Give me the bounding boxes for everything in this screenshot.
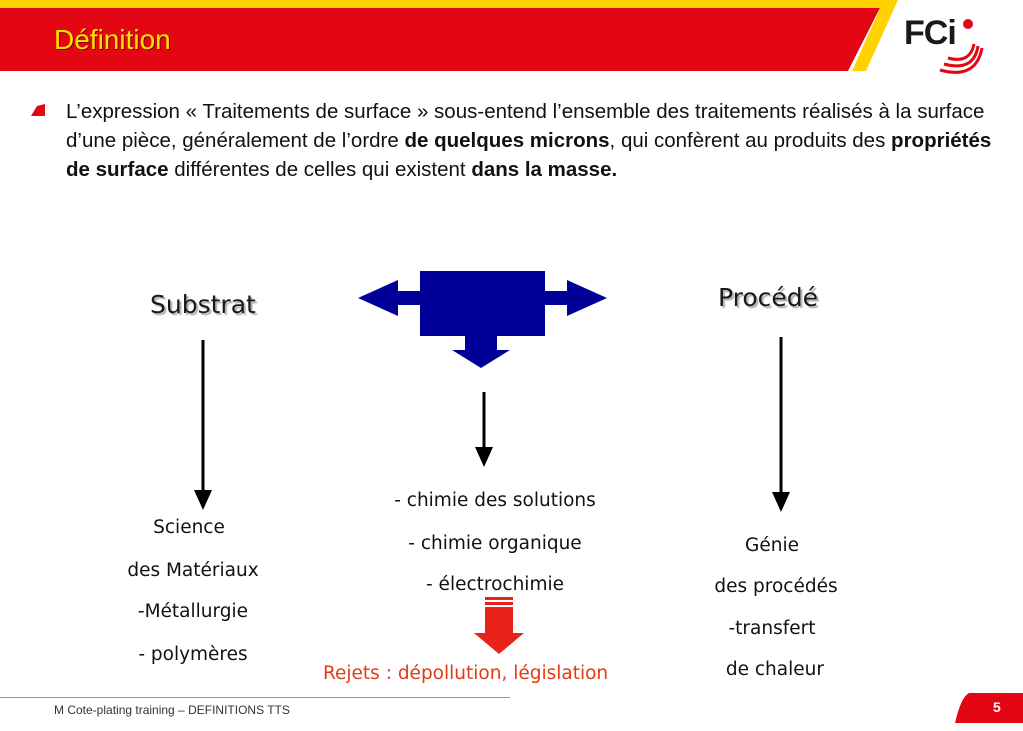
- substrat-line-2: des Matériaux: [127, 560, 259, 581]
- procede-line-1: Génie: [745, 535, 799, 556]
- substrat-line-1: Science: [153, 517, 225, 538]
- intro-text-2: , qui confèrent au produits des: [609, 129, 892, 152]
- center-line-1: - chimie des solutions: [394, 490, 596, 511]
- center-line-3: - électrochimie: [426, 574, 564, 595]
- procede-line-4: de chaleur: [720, 659, 824, 680]
- intro-text-3: différentes de celles qui existent: [168, 158, 472, 181]
- procede-title: Procédé: [718, 283, 819, 312]
- page-tab-shape: [955, 693, 1023, 723]
- footer-text: M Cote-plating training – DEFINITIONS TTS: [54, 703, 290, 717]
- page-number: 5: [993, 699, 1001, 715]
- intro-text-1: L’expression « Traitements de surface » sous-entend l’ensemble des traitements réalisés à la surface d’une pièce, généralement de l’ordre: [66, 100, 985, 152]
- logo-text: FCi: [904, 14, 956, 52]
- footer-divider: [0, 697, 510, 698]
- procede-line-3: -transfert: [728, 618, 816, 639]
- center-line-2: - chimie organique: [408, 533, 582, 554]
- arrow-center-down: [475, 392, 493, 467]
- arrow-procede-down: [772, 337, 790, 512]
- substrat-line-3: -Métallurgie: [137, 601, 249, 622]
- center-block-arrow-icon: [358, 271, 607, 368]
- intro-bold-2: propriétés de surface: [66, 129, 992, 181]
- substrat-title: Substrat: [150, 290, 256, 319]
- rejects-label: Rejets : dépollution, législation: [323, 663, 609, 684]
- red-down-arrow-icon: [474, 597, 524, 654]
- procede-line-2: des procédés: [714, 576, 838, 597]
- arrow-substrat-down: [194, 340, 212, 510]
- intro-bold-1: de quelques microns: [404, 129, 610, 152]
- page-title: Définition: [54, 24, 171, 55]
- substrat-line-4: - polymères: [138, 644, 248, 665]
- intro-bold-3: dans la masse.: [471, 158, 618, 181]
